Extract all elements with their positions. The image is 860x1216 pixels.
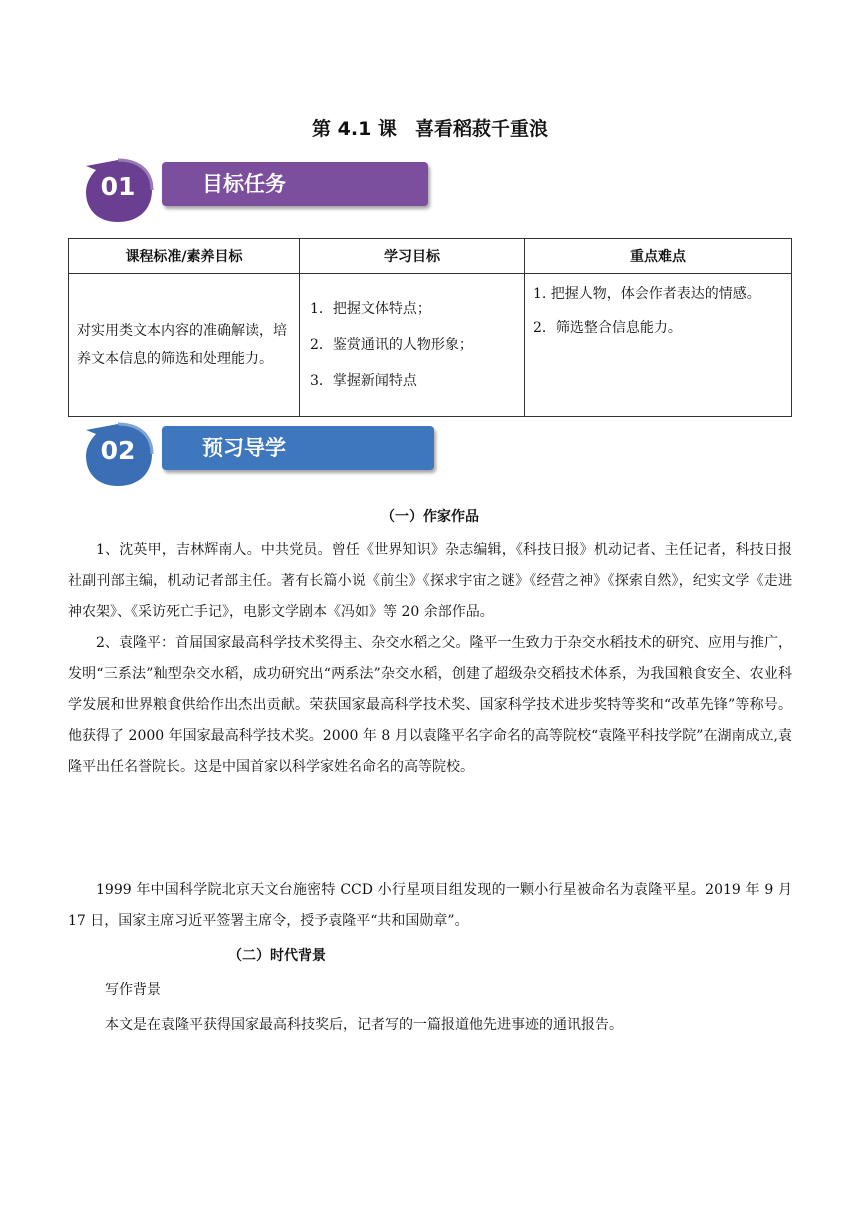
section-header-goals bbox=[82, 150, 362, 230]
section-header-preview bbox=[82, 414, 362, 494]
page-title bbox=[0, 114, 860, 141]
section-label-bar bbox=[162, 162, 428, 206]
header-objectives: 学习目标 bbox=[300, 239, 525, 274]
background-text: 本文是在袁隆平获得国家最高科技奖后，记者写的一篇报道他先进事迹的通讯报告。 bbox=[105, 1017, 623, 1033]
paragraph-author: 1、沈英甲，吉林辉南人。中共党员。曾任《世界知识》杂志编辑，《科技日报》机动记者、主任记者，科技日报社副刊部主编，机动记者部主任。著有长篇小说《前尘》《探求宇宙之谜》《经营之神》《探索自然》，纪实文学《走进神农架》、《采访死亡手记》，电影文学剧本《冯如》等 20 余部作品。 bbox=[68, 542, 792, 620]
part2-heading: （二）时代背景 bbox=[228, 948, 326, 964]
cell-key-points bbox=[525, 274, 792, 417]
section-number-badge bbox=[82, 422, 152, 488]
table-row bbox=[69, 274, 792, 417]
section-label: 目标任务 bbox=[202, 172, 286, 196]
objective-item: 3．掌握新闻特点 bbox=[310, 373, 417, 389]
header-standard: 课程标准/素养目标 bbox=[69, 239, 300, 274]
section-label-bar bbox=[162, 426, 434, 470]
section-number-badge bbox=[82, 158, 152, 224]
objective-item: 2．鉴赏通讯的人物形象； bbox=[310, 337, 473, 353]
background-label: 写作背景 bbox=[105, 982, 161, 998]
part1-heading: （一）作家作品 bbox=[381, 509, 479, 525]
section-number: 01 bbox=[100, 172, 136, 201]
key-point-item: 2．筛选整合信息能力。 bbox=[533, 320, 682, 336]
cell-standard: 对实用类文本内容的准确解读，培养文本信息的筛选和处理能力。 bbox=[69, 274, 300, 417]
section-label: 预习导学 bbox=[202, 436, 286, 460]
lesson-title: 喜看稻菽千重浪 bbox=[414, 118, 548, 140]
section-number: 02 bbox=[100, 436, 136, 465]
cell-objectives bbox=[300, 274, 525, 417]
goals-table bbox=[68, 238, 792, 417]
objective-item: 1．把握文体特点； bbox=[310, 301, 431, 317]
header-key-points: 重点难点 bbox=[525, 239, 792, 274]
lesson-number: 第 4.1 课 bbox=[312, 118, 397, 140]
paragraph-yuan-longping: 2、袁隆平：首届国家最高科学技术奖得主、杂交水稻之父。隆平一生致力于杂交水稻技术的研究、应用与推广，发明“三系法”籼型杂交水稻，成功研究出“两系法”杂交水稻，创建了超级杂交稻技术体系，为我国粮食安全、农业科学发展和世界粮食供给作出杰出贡献。荣获国家最高科学技术奖、国家科学技术进步奖特等奖和“改革先锋”等称号。他获得了 2000 年国家最高科学技术奖。2000 年 8 月以袁隆平名字命名的高等院校“袁隆平科技学院”在湖南成立,袁隆平出任名誉院长。这是中国首家以科学家姓名命名的高等院校。 bbox=[68, 635, 792, 775]
paragraph-asteroid: 1999 年中国科学院北京天文台施密特 CCD 小行星项目组发现的一颗小行星被命名为袁隆平星。2019 年 9 月 17 日，国家主席习近平签署主席令，授予袁隆平“共和国勋章”。 bbox=[68, 882, 792, 929]
table-header-row bbox=[69, 239, 792, 274]
key-point-item: 1. 把握人物，体会作者表达的情感。 bbox=[533, 286, 761, 302]
